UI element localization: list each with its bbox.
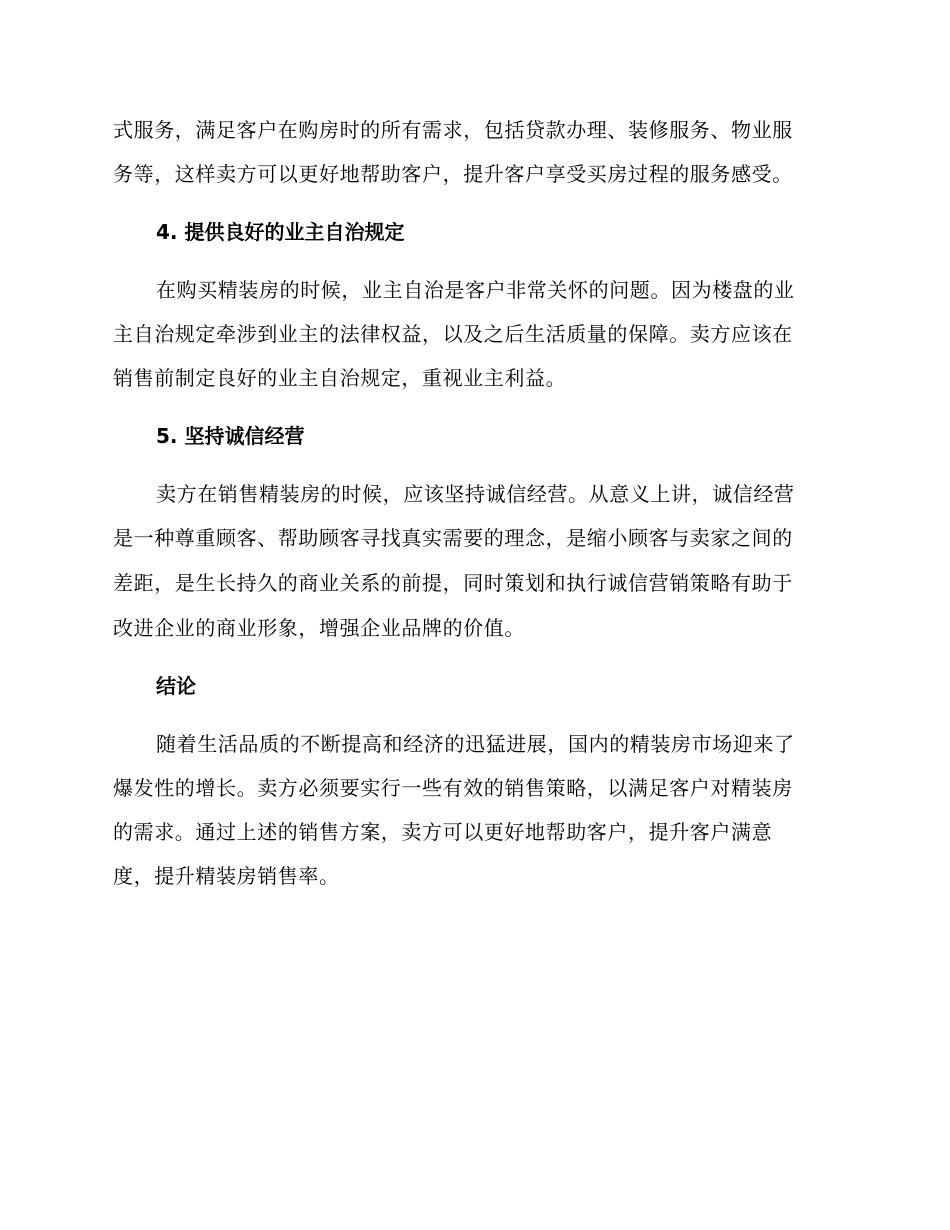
- section-heading: 结论: [156, 674, 196, 698]
- section-heading: 4. 提供良好的业主自治规定: [156, 220, 405, 244]
- paragraph-line: 务等，这样卖方可以更好地帮助客户，提升客户享受买房过程的服务感受。: [113, 162, 793, 186]
- paragraph-line: 随着生活品质的不断提高和经济的迅猛进展，国内的精装房市场迎来了: [156, 732, 795, 756]
- paragraph-line: 是一种尊重顾客、帮助顾客寻找真实需要的理念，是缩小顾客与卖家之间的: [113, 526, 793, 550]
- paragraph-line: 爆发性的增长。卖方必须要实行一些有效的销售策略，以满足客户对精装房: [113, 776, 793, 800]
- paragraph-line: 的需求。通过上述的销售方案，卖方可以更好地帮助客户，提升客户满意: [113, 820, 773, 844]
- paragraph-line: 卖方在销售精装房的时候，应该坚持诚信经营。从意义上讲，诚信经营: [156, 482, 795, 506]
- paragraph-line: 主自治规定牵涉到业主的法律权益，以及之后生活质量的保障。卖方应该在: [113, 322, 793, 346]
- paragraph-line: 差距，是生长持久的商业关系的前提，同时策划和执行诚信营销策略有助于: [113, 571, 793, 595]
- paragraph-line: 式服务，满足客户在购房时的所有需求，包括贷款办理、装修服务、物业服: [113, 118, 793, 142]
- paragraph-line: 度，提升精装房销售率。: [113, 864, 340, 888]
- paragraph-line: 改进企业的商业形象，增强企业品牌的价值。: [113, 616, 525, 640]
- section-heading: 5. 坚持诚信经营: [156, 424, 305, 448]
- paragraph-line: 销售前制定良好的业主自治规定，重视业主利益。: [113, 366, 567, 390]
- paragraph-line: 在购买精装房的时候，业主自治是客户非常关怀的问题。因为楼盘的业: [156, 278, 795, 302]
